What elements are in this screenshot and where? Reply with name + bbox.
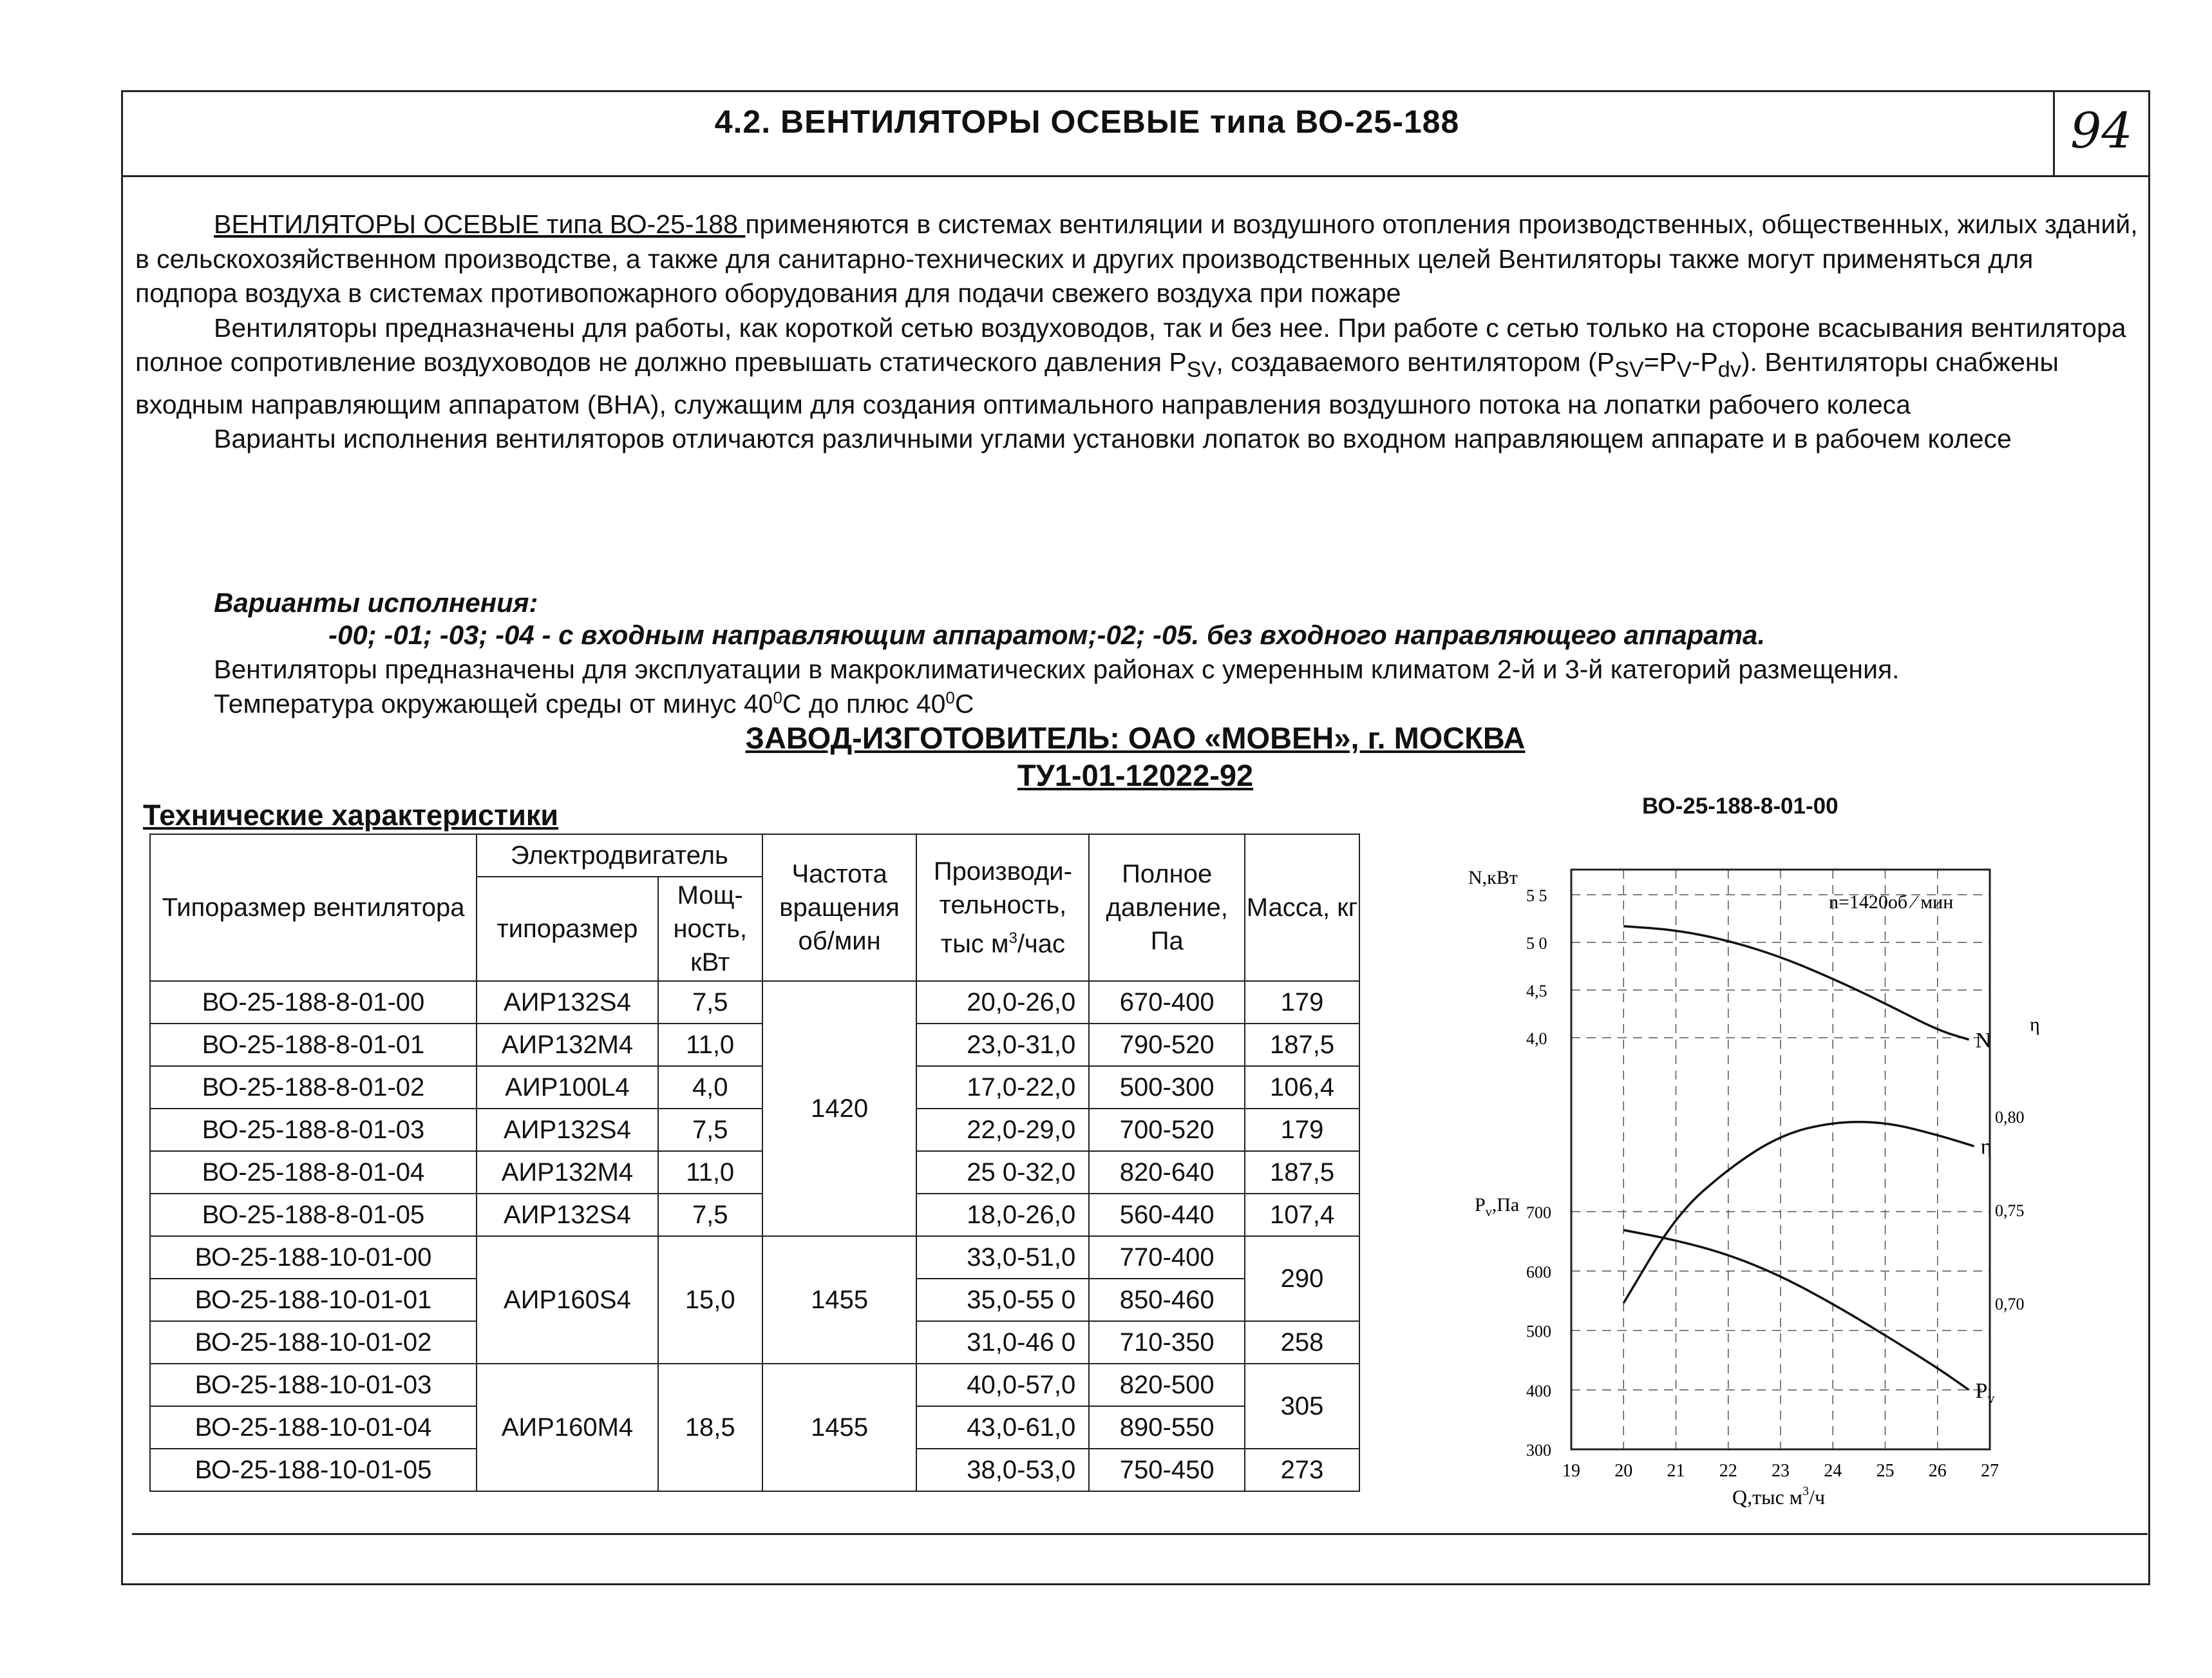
x-tick-label: 19 xyxy=(1562,1461,1580,1481)
header-model: Типоразмер вентилятора xyxy=(150,834,477,981)
mass-290: 290 xyxy=(1245,1236,1359,1321)
bottom-divider xyxy=(132,1533,2148,1535)
x-tick-label: 25 xyxy=(1876,1461,1895,1481)
chart-ticks xyxy=(1526,886,2025,1481)
x-tick-label: 20 xyxy=(1614,1461,1633,1481)
header-pressure: Полное давление, Па xyxy=(1089,834,1245,981)
n-tick-label: 4,5 xyxy=(1526,982,1547,1000)
x-tick-label: 21 xyxy=(1667,1461,1685,1481)
series-label-P: $P_v$ xyxy=(1975,1378,1995,1406)
eta-tick-label: 0,80 xyxy=(1995,1108,2025,1127)
table-row: ВО-25-188-10-01-05 38,0-53,0 750-450 273 xyxy=(150,1449,1359,1491)
table-row: ВО-25-188-10-01-02 31,0-46 0 710-350 258 xyxy=(150,1321,1359,1364)
table-row: ВО-25-188-10-01-04 43,0-61,0 890-550 xyxy=(150,1406,1359,1449)
factory-line: ЗАВОД-ИЗГОТОВИТЕЛЬ: ОАО «МОВЕН», г. МОСКВА xyxy=(745,721,1526,755)
x-axis-label: Q,тыс $м^3/ч$ xyxy=(1732,1484,1826,1509)
variants-title: Варианты исполнения: xyxy=(214,587,538,618)
header-motor: Электродвигатель xyxy=(477,834,762,877)
temperature-text: Температура окружающей среды от минус $40^0С$ до плюс $40^0С$ xyxy=(214,688,974,719)
intro-paragraph-2: Вентиляторы предназначены для работы, как короткой сетью воздуховодов, так и без нее. При работе с сетью только на стороне всасывания вентилятора полное сопротивление воздуховодов не должно превышать статического давления $P_{SV}$, создаваемого вентилятором $(P_{SV}=P_V-P_{dv})$. Вентиляторы снабжены входным направляющим аппаратом (ВНА), служащим для создания оптимального направления воздушного потока на лопатки рабочего колеса xyxy=(135,312,2126,419)
intro-lead: ВЕНТИЛЯТОРЫ ОСЕВЫЕ типа ВО-25-188 xyxy=(214,209,746,239)
speed-annotation: n=1420об ⁄ мин xyxy=(1829,891,1954,913)
p-tick-label: 500 xyxy=(1526,1322,1551,1341)
table-row: ВО-25-188-8-01-01 АИР132М4 11,0 23,0-31,0 790-520 187,5 xyxy=(150,1024,1359,1066)
x-tick-label: 24 xyxy=(1824,1461,1842,1481)
p-tick-label: 300 xyxy=(1526,1441,1551,1460)
x-tick-label: 27 xyxy=(1981,1461,1999,1481)
variants-list: -00; -01; -03; -04 - с входным направляющим аппаратом;-02; -05. без входного направляющего аппарата. xyxy=(328,620,1766,650)
page-title: 4.2. ВЕНТИЛЯТОРЫ ОСЕВЫЕ типа ВО-25-188 xyxy=(714,104,1460,140)
table-row: ВО-25-188-10-01-00 АИР160S4 15,0 1455 33,0-51,0 770-400 290 xyxy=(150,1236,1359,1279)
series-line-P xyxy=(1623,1230,1969,1390)
freq-1455-b: 1455 xyxy=(762,1364,917,1491)
page-number: 94 xyxy=(2070,102,2133,159)
motor-air160s4: АИР160S4 xyxy=(477,1236,658,1364)
eta-axis-label: η xyxy=(2030,1014,2040,1035)
header-power: Мощ-ность, кВт xyxy=(658,877,762,981)
table-row: ВО-25-188-8-01-02 АИР100L4 4,0 17,0-22,0 500-300 106,4 xyxy=(150,1066,1359,1109)
eta-tick-label: 0,70 xyxy=(1995,1295,2025,1313)
chart-title: ВО-25-188-8-01-00 xyxy=(1642,794,1839,819)
spec-table xyxy=(149,834,1360,1492)
p-tick-label: 400 xyxy=(1526,1381,1551,1400)
x-tick-label: 22 xyxy=(1719,1461,1737,1481)
intro-paragraph-1: ВЕНТИЛЯТОРЫ ОСЕВЫЕ типа ВО-25-188 применяются в системах вентиляции и воздушного отопления производственных, общественных, жилых зданий, в сельскохозяйственном производстве, а также для санитарно-технических и других производственных целей Вентиляторы также могут применяться для подпора воздуха в системах противопожарного оборудования для подачи свежего воздуха при пожаре xyxy=(135,209,2138,308)
table-row: ВО-25-188-8-01-05 АИР132S4 7,5 18,0-26,0 560-440 107,4 xyxy=(150,1194,1359,1236)
series-label-N: N xyxy=(1975,1028,1992,1053)
power-15: 15,0 xyxy=(658,1236,762,1364)
header-freq: Частота вращения об/мин xyxy=(762,834,917,981)
p-tick-label: 700 xyxy=(1526,1203,1551,1222)
p-tick-label: 600 xyxy=(1526,1263,1551,1282)
series-line-N xyxy=(1623,926,1969,1040)
p-axis-label: $P_v,Па$ xyxy=(1475,1194,1520,1219)
table-row: ВО-25-188-10-01-01 35,0-55 0 850-460 xyxy=(150,1279,1359,1321)
x-tick-label: 26 xyxy=(1928,1461,1947,1481)
n-tick-label: 4,0 xyxy=(1526,1029,1547,1048)
intro-text xyxy=(135,207,2138,457)
power-18-5: 18,5 xyxy=(658,1364,762,1491)
eta-tick-label: 0,75 xyxy=(1995,1201,2025,1220)
table-row: ВО-25-188-8-01-04 АИР132М4 11,0 25 0-32,0 820-640 187,5 xyxy=(150,1151,1359,1194)
n-tick-label: 5 5 xyxy=(1526,886,1547,905)
header-motor-type: типоразмер xyxy=(477,877,658,981)
header-mass: Масса, кг xyxy=(1245,834,1359,981)
table-row: ВО-25-188-10-01-03 АИР160М4 18,5 1455 40,0-57,0 820-500 305 xyxy=(150,1364,1359,1406)
table-row: ВО-25-188-8-01-03 АИР132S4 7,5 22,0-29,0 700-520 179 xyxy=(150,1109,1359,1151)
tu-line: ТУ1-01-12022-92 xyxy=(1017,758,1254,792)
series-label-eta: η xyxy=(1980,1135,1992,1159)
n-tick-label: 5 0 xyxy=(1526,934,1547,953)
header-flow: Производи-тельность, тыс $м^3$/час xyxy=(916,834,1089,981)
mass-305: 305 xyxy=(1245,1364,1359,1449)
chart-curves xyxy=(1623,926,1994,1406)
freq-1420: 1420 xyxy=(762,981,917,1236)
header-divider xyxy=(121,175,2150,177)
climate-text: Вентиляторы предназначены для эксплуатации в макроклиматических районах с умеренным климатом 2-й и 3-й категорий размещения. xyxy=(214,654,1900,684)
n-axis-label: N,кВт xyxy=(1468,867,1518,888)
motor-air160m4: АИР160М4 xyxy=(477,1364,658,1491)
tech-title: Технические характеристики xyxy=(143,799,559,832)
freq-1455-a: 1455 xyxy=(762,1236,917,1364)
x-tick-label: 23 xyxy=(1772,1461,1790,1481)
intro-paragraph-3: Варианты исполнения вентиляторов отличаются различными углами установки лопаток во входном направляющем аппарате и в рабочем колесе xyxy=(214,424,2012,454)
table-row: ВО-25-188-8-01-00 АИР132S4 7,5 1420 20,0-26,0 670-400 179 xyxy=(150,981,1359,1024)
performance-chart xyxy=(1462,844,2067,1527)
